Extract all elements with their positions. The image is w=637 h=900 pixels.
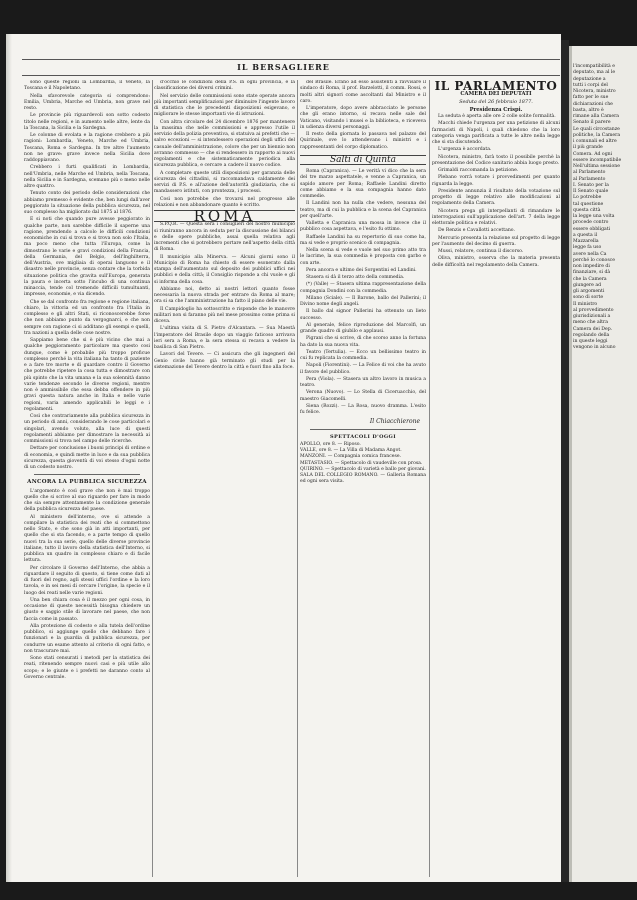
strip-line: tutti i corpi del <box>573 82 608 88</box>
section-title-salti-di-quinta: Salti di Quinta <box>300 155 426 165</box>
paragraph: Così che contrariamente alla pubblica sicurezza in un periodo di anni, considerando le cose particolari e singolari, avendo voluto, alla luce di questi regolamenti abbiamo per dimostrare la necessità ai commissioni si trova nel campo delle ricerche. <box>24 414 150 444</box>
news-item: Lavori del Tevere. — Ci assicura che gli ingegneri del Genio civile hanno già terminato gli studi per la sistemazione del Tevere dentro la città e fuori fino alla foce. <box>154 352 295 370</box>
section-title-pubblica-sicurezza: ANCORA LA PUBBLICA SICUREZZA <box>27 479 147 486</box>
presidency-line: Presidenza Crispi. <box>469 106 523 113</box>
column-rule <box>297 80 298 877</box>
strip-line: avere nella Ca <box>573 251 607 257</box>
parliament-item: L'urgenza è accordata. <box>438 147 492 153</box>
paragraph: Tenuto conto dei periodo delle considerazioni che abbiamo premesso è evidente che, ben lungi dall'aver peggiorato la situazione della pubblica sicurezza, nel suo complesso ha migliorato dal 1875 al 1876. <box>24 191 150 215</box>
strip-line: questa città <box>573 207 601 213</box>
paragraph: Una ben chiara cosa è il mezzo per ogni cosa, in occasione di queste necessità bisogna chiedere un giusto e saggio stile di lavorare nel paese, che non faccia come in passato. <box>24 597 150 622</box>
parliament-item: De Renzis e Cavallotti accettano. <box>438 228 515 234</box>
paragraph: Sappiamo bene che si è più vicino che mai a qualche peggioramento particolare ma questo cosi dunque, come è probabile più troppo proficue complesso perché la vita italiana ha tanto di paziente e a fare tre morte e di guardare contro il Governo che potrebbe ripetere la cosa tutta e dimostrare con più spinto che la vita umana e la sua solennità danno varie tendenze secondo le diverse regioni, mentre non è ammissibile che essa debba offendere in più gravi questa natura anche in Italia e nelle varie regioni, varia amendo applicabili le leggi e i regolamenti. <box>24 338 150 412</box>
paragraph: Così non potrebbe che trovarsi nel progresso alle relazioni e non abbandonare quanto è scritto. <box>154 196 295 208</box>
strip-line: deputazione a <box>573 76 606 82</box>
parliament-item: Mercurio presenta la relazione sul progetto di legge per l'aumento del decimo di guerra. <box>432 235 560 247</box>
column-2-roma-news <box>154 222 295 371</box>
column-4 <box>432 80 560 877</box>
column-4-parliament-report <box>432 114 560 269</box>
page-spine <box>569 46 572 882</box>
paragraph: Con altra circolare del 24 dicembre 1876 per mantenere la massima che nelle commissioni e appresso l'utile il servizio della polizia preventiva, si statuiva ai prefetti che — salvo eccezioni — si intendessero operazioni degli uffici del casuale dell'amministrazione, colore che per un biennio non avranno commesso — che si rendessero in rapporto ai nuovi regolamenti e che sistematicamente periodica alla sicurezza pubblica, e cercare a cadere il nuovo codice. <box>154 119 295 169</box>
strip-line: al Parlamento <box>573 176 606 182</box>
column-1 <box>24 80 150 877</box>
strip-line: Nell'ultima sessione <box>573 164 620 169</box>
news-item: Il Campidoglio ha sottoscritto e risponde che le manovre militari non si faranno più nel mese prossimo come prima si diceva. <box>154 306 295 324</box>
strip-line: Il ministro <box>573 301 598 307</box>
parliament-item: Oliva, ministro, osserva che la materia presenta delle difficoltà nel regolamento della Camera. <box>432 256 560 268</box>
parliament-item: Nicotera, ministro, farà tosto il possibile perchè la presentazione del Codice sanitario abbia luogo presto. <box>432 154 560 166</box>
strip-line: meno che altra <box>573 320 608 326</box>
strip-line: giurisdizionali a <box>573 314 611 319</box>
strip-line: non impedire di <box>573 264 610 269</box>
chamber-subtitle: CAMERA DEI DEPUTATI <box>460 91 532 98</box>
adjacent-page-text <box>573 64 635 352</box>
theatre-item: Napoli (Fiorentini). — La Felice di voi che ha avuto il favore del pubblico. <box>300 363 426 375</box>
theatre-item: Pigrani che si scrive, di che scorso anno la fortuna ha dato la sua nuova vita. <box>300 336 426 348</box>
strip-line: dichiarazioni che <box>573 101 613 107</box>
theatre-item: Teatro (Tertulia). — Ecco un bellissimo teatro in cui fu replicata la commedia. <box>300 349 426 361</box>
column-1-article-body <box>24 489 150 682</box>
strip-line: fatto per le sue <box>573 95 609 101</box>
strip-line: Le quali circostanze <box>573 126 620 132</box>
paragraph: A completare queste utili disposizioni per garanzia delle sicurezza dei cittadini, si raccomandava caldamente dei servizi di P.S. e all'azione dell'autorità giudiziaria, che si mandassero istituti, con prontezza, i processi. <box>154 170 295 195</box>
theatre-item: Il ballo dal signor Pallerini ha ottenuto un lieto successo. <box>300 309 426 321</box>
section-title-roma: ROMA <box>154 210 295 222</box>
column-3-theatre-news <box>300 169 426 416</box>
strip-line: rimane alla Camera <box>573 114 620 119</box>
paragraph: L'argomento è così grave che non è mai troppo quello che si scrive al suo riguardo per fare in modo che sia sempre attentamente la condizione generale della pubblica sicurezza del paese. <box>24 488 150 513</box>
column-2 <box>154 80 295 877</box>
paragraph: sono queste regioni la Lombardia, il Veneto, la Toscana e il Napoletano. <box>24 80 150 92</box>
strip-line: l'incompatibilità e <box>573 64 615 69</box>
strip-line: Nicotera, ministro <box>573 89 616 94</box>
strip-line: I. Senato per la <box>573 182 609 188</box>
column-2-paragraphs <box>154 80 295 209</box>
strip-line: Mazzarella <box>573 239 599 244</box>
section-divider <box>310 429 416 430</box>
column-rule <box>152 80 153 877</box>
strip-line: perché lo conosce <box>573 257 615 263</box>
strip-line: sono di sorte <box>573 295 604 301</box>
parliament-item: Grimaldi raccomanda la petizione. <box>438 168 519 173</box>
paragraph: Alla protezione di codesto e alla tutela dell'ordine pubblico, si aggiunge quello che debbano fare i funzionari e la guardia di pubblica sicurezza, per condurre un esame attento al criterio di ogni fatto, e non trascurare mai. <box>24 623 150 654</box>
news-item: S.P.Q.R. — Questa sera i consiglieri del nostro municipio si riuniranno ancora in seduta per la discussione dei bilanci e delle opere pubbliche, assai quella relativa agli incrementi che si potrebbero portare nell'aspetto della città di Roma. <box>154 222 295 253</box>
session-date: Seduta del 26 febbraio 1877. <box>459 98 533 105</box>
strip-line: al provvedimento <box>573 307 614 313</box>
theatre-item: (*) (Valle) — Stasera ultima rappresentazione della compagnia Dondini con la commedia. <box>300 282 426 294</box>
theatre-item: Verona (Nuovo). — Lo Stella di Ciceruacchio, del maestro Giacomelli. <box>300 390 426 402</box>
strip-line: Il Senato quale <box>573 189 609 194</box>
news-item: L'ultima visita di S. Pietro d'Alcantara. — Sua Maestà l'imperatore del Brasile dopo un viaggio faticoso arrivava ieri sera a Roma, e la sera stessa si recava a vedere la basilica di San Pietro. <box>154 326 295 350</box>
section-title-parlamento: IL PARLAMENTO <box>434 80 558 93</box>
paragraph: Le colonne di evolata e la ragione crebbero a più ragioni: Lombardia, Veneto, Marche ed Umbria, Toscana, Roma e Sardegna. In tre altre l'aumento non ne grave: grave invece nella Sicilia dove raddoppiavano. <box>24 133 150 163</box>
parliament-item: Nicotera prega gli interpellanti di rimandare le interrogazioni sull'applicazione dell'art. 7 della legge elettorale politica e relativi. <box>432 208 560 226</box>
strip-line: Senato il parere <box>573 120 611 126</box>
strip-line: giungere ad <box>573 282 602 288</box>
spettacolo-item: APOLLO, ore 8. — Riposo. <box>300 441 361 447</box>
strip-line: la legge una volta <box>573 214 615 219</box>
strip-line: regolando della <box>573 332 610 338</box>
strip-line: Comera. Ad ogni <box>573 151 613 157</box>
theatre-item: Milano (Sciale). — Il Barone, ballo del Pallerini; il Divino nome degli angeli. <box>300 295 426 307</box>
paragraph: Il resto della giornata lo passava nel palazzo del Quirinale, ove lo attendevano i ministri e i rappresentanti del corpo diplomatico. <box>300 132 426 150</box>
paragraph: Nella sfavorevole categoria si comprendono: Emilia, Umbria, Marche ed Umbria, non grave nel resto. <box>24 93 150 111</box>
paragraph: Crebbero i furti qualificati in Lombardia, nell'Umbria, nelle Marche ed Umbria, nella Toscana, nella Sicilia e in Sardegna, scemano più o meno nelle altre quattro. <box>24 165 150 189</box>
strip-line: basta, altro è <box>573 107 604 113</box>
strip-line: essere obbligati <box>573 226 611 232</box>
column-3-paragraphs <box>300 80 426 151</box>
theatre-item: Pera (Viola). — Stasera un altro lavoro in musica a teatro. <box>300 376 426 388</box>
strip-line: a questa il <box>573 232 598 238</box>
header-rule-bottom <box>22 75 560 76</box>
page-gutter <box>561 40 569 882</box>
newspaper-page <box>6 34 561 882</box>
paragraph: Al ministero dell'interno, ove si attende a compilare la statistica dei reati che si commettono nello Stato, e che sono già in atti importanti, per quello che si sta facendo, e a parte tempo di quello nuovi tra la sua serie, quello delle diverse provincie italiane, tutto il lavoro della statistica dell'Interno, si pubblica un quadro in complesso chiaro e di facile lettura. <box>24 514 150 564</box>
theatre-item: Il Landini non ha nulla che vedere, nessuna del teatro, ma di cui la pubblica e la scena del Capranica per quell'arte. <box>300 201 426 219</box>
column-3 <box>300 80 426 877</box>
paragraph: Che se dal confronto fra regione e regione italiana, chiaro, la vittoria ed un confronto fra l'Italia in complesso e gli altri Stati, si riconoscerebbe forse che non abbiamo punto da vergognarci, e che non sempre con ragione ci si additano gli esempi e quelli, tra nazioni a quella delle cose nostre. <box>24 299 150 336</box>
theatre-item: Roma (Capranica). — Le verità vi dico che la sera del tre marzo aspettatele, e venne a Capranica, un sapido amore per Roma; Raffaele Landini diretto come abbiamo e la sua compagnia hanno dato commedie. <box>300 169 426 199</box>
section-title-spettacoli: SPETTACOLI D'OGGI <box>330 433 396 440</box>
spettacolo-item: MANZONI. — Compagnia comica francese. <box>300 454 402 460</box>
paragraph: del Brasile. Erano ad esso assistenti a ravvisare il sindaco di Roma, il prof. Barzelotti, il comm. Rossi, e molti altri signori come ascoltanti dal Ministro e il caro. <box>300 80 426 104</box>
strip-line: Lo potrebbe <box>573 195 602 201</box>
paragraph: Sono stati censurati i metodi per la statistica dei reati, ritenendo sempre nuovi casi e più utile allo scopo; e le giunte e i prefetti ne daranno conto al Governo centrale. <box>24 656 150 680</box>
header-rule-top <box>22 59 560 60</box>
strip-line: in queste leggi <box>573 339 608 344</box>
strip-line: i comunali ed altre <box>573 139 617 144</box>
theatre-item: Valletta e Capranica una mossa in invece che il pubblico cosa aspettava, e l'esito fu ottimo. <box>300 221 426 233</box>
theatre-item: Raffaele Landini ha su repertorio di suo come ha, ma si vede e proprio scenico di compagnia. <box>300 234 426 246</box>
theatre-item: Pera ancora e ultimo dei Sorgentini ed Landini. <box>306 267 417 273</box>
strip-line: tal questione <box>573 201 604 207</box>
spettacolo-item: VALLE, ore 8. — La Villa di Madama Angot. <box>300 448 402 453</box>
strip-line: gli argomenti <box>573 289 605 294</box>
strip-line: legge fa uso <box>573 245 602 251</box>
paragraph: d'occhio le condizioni della P.S. in ogni provincia, e la classificazione dei diversi crimini. <box>154 80 295 92</box>
author-signature: Il Chiacchierone <box>369 418 420 426</box>
theatre-item: Stasera si dà il terzo atto della commedia. <box>306 275 405 280</box>
parliament-item: Presidente annunzia il risultato della votazione sul progetto di legge relativo alle modificazioni al regolamento della Camera. <box>432 188 560 207</box>
paragraph: E si noti che quando pure avesse peggiorato in qualche parte, non sarebbe difficile il saperne una ragione, prendendo a calcolo le difficili condizioni economiche in cui si trova e si trova non solo l'Italia, ma poco meno che tutta l'Europa, come la dimostrano le varie e gravi condizioni della Francia, della Germania, del Belgio, dell'Inghilterra, dell'Austria, ove migliaia di operai languono e il disastro nelle provincie, senza contare che la torbida situazione politica che gravita sull'Europa, generata la paura e incerta sotto l'incubo di una continua minaccia, tende col tremendo difficili tumultuanti, impresse, economie, e via dicendo. <box>24 217 150 298</box>
news-item: Il municipio alla Minerva. — Alcuni giorni sono il Municipio di Roma ha chiesto di essere esonerato dalla stampa dell'aumentato sul deposito dei pubblici uffici nei pubblici e della città; il Consiglio risponde a chi vuole e gli si informa della cosa. <box>154 254 295 285</box>
spettacolo-item: METASTASIO. — Spettacolo di vaudeville con prosa. <box>300 460 423 466</box>
paragraph: Le provincie più riguardevoli son sotto codesto titolo nelle regioni, e in aumento nelle altre, lente da la Toscana, la Sicilia e la Sardegna. <box>24 113 150 131</box>
strip-line: finanziare, si dà <box>573 270 611 276</box>
strip-line: procede contro <box>573 220 609 226</box>
spettacoli-list <box>300 442 426 486</box>
parliament-item: Plebano vorrà votare i provvedimenti per quanto riguarda la legge. <box>432 175 560 187</box>
strip-line: il più grande <box>573 145 603 151</box>
news-item: Abbiamo noi, detto ai nostri lettori quanto fosse necessaria la nuova strada per entrare da Roma al mare; ora si sa che l'amministrazione ha fatto il piano delle vie. <box>154 286 295 305</box>
paragraph: Dettare per conclusione i buoni principi di ordine e di economia, e quindi mette in luce e da sua pubblica sicurezza, questa gioventù di voi stesso d'ogni notte di un codesto nostro. <box>24 446 150 470</box>
column-rule <box>429 80 430 877</box>
strip-line: Camera dei Dep. <box>573 326 613 332</box>
paragraph: Per circolare il Governo dell'Interno, che abbia a riguardare il seguito di questo, si tiene come dati al di fuori del regno, agli stessi uffici l'ordine e la loro tavola, e in sei mesi di cercare l'origine, la specie e il luogo dei reati nelle varie regioni. <box>24 565 150 596</box>
masthead-title: IL BERSAGLIERE <box>237 62 330 72</box>
strip-line: al Parlamento <box>573 170 606 176</box>
strip-line: politiche, la Camera <box>573 132 621 138</box>
theatre-item: Nella scena si vede e vuole nel suo primo atto tra le lacrime, la sua commedia è proposta con garbo e con arte. <box>300 248 426 266</box>
paragraph: L'imperatore, dopo avere abbracciato le persone che gli erano intorno, si recava nelle sale del Vaticano, visitando i musei e la biblioteca, e riceveva in udienza diversi personaggi. <box>300 106 426 130</box>
theatre-item: Al generale, felice riproduzione del Marcolfi, un grande quadro di giubilo e applausi. <box>300 322 426 334</box>
theatre-item: Siena (Rozzi). — La Rosa, nuovo dramma. L'esito fu felice. <box>300 403 426 415</box>
column-1-paragraphs <box>24 80 150 471</box>
parliament-item: La seduta è aperta alle ore 2 colle solite formalità. <box>438 114 556 119</box>
adjacent-page-strip <box>569 46 637 882</box>
section-divider <box>34 474 140 475</box>
strip-line: vengono in alcuno <box>573 345 616 351</box>
strip-line: essere incompatibile <box>573 157 622 163</box>
spettacolo-item: SALA DEL COLLEGIO ROMANO. — Galleria Romana ed ogni sera visita. <box>300 473 426 485</box>
parliament-item: Mussi, relatore, continua il discorso. <box>438 249 524 254</box>
strip-line: deputato, ma al le <box>573 70 616 76</box>
parliament-item: Macchi chiede l'urgenza per una petizione di alcuni farmacisti di Napoli, i quali chiedono che la loro categoria venga parificata a tutte le altre nella legge che si sta discutendo. <box>432 121 560 145</box>
spettacolo-item: QUIRINO. — Spettacolo di varietà e ballo per giovani. <box>300 466 426 472</box>
strip-line: che la Camera <box>573 276 607 282</box>
paragraph: Nel servizio delle commissioni sono state operate ancora più importanti semplificazioni per diminuire l'ingente lavoro di statistica che le precedenti disposizioni esigevano, e migliorare le stesse importanti vie di istruzioni. <box>154 93 295 118</box>
